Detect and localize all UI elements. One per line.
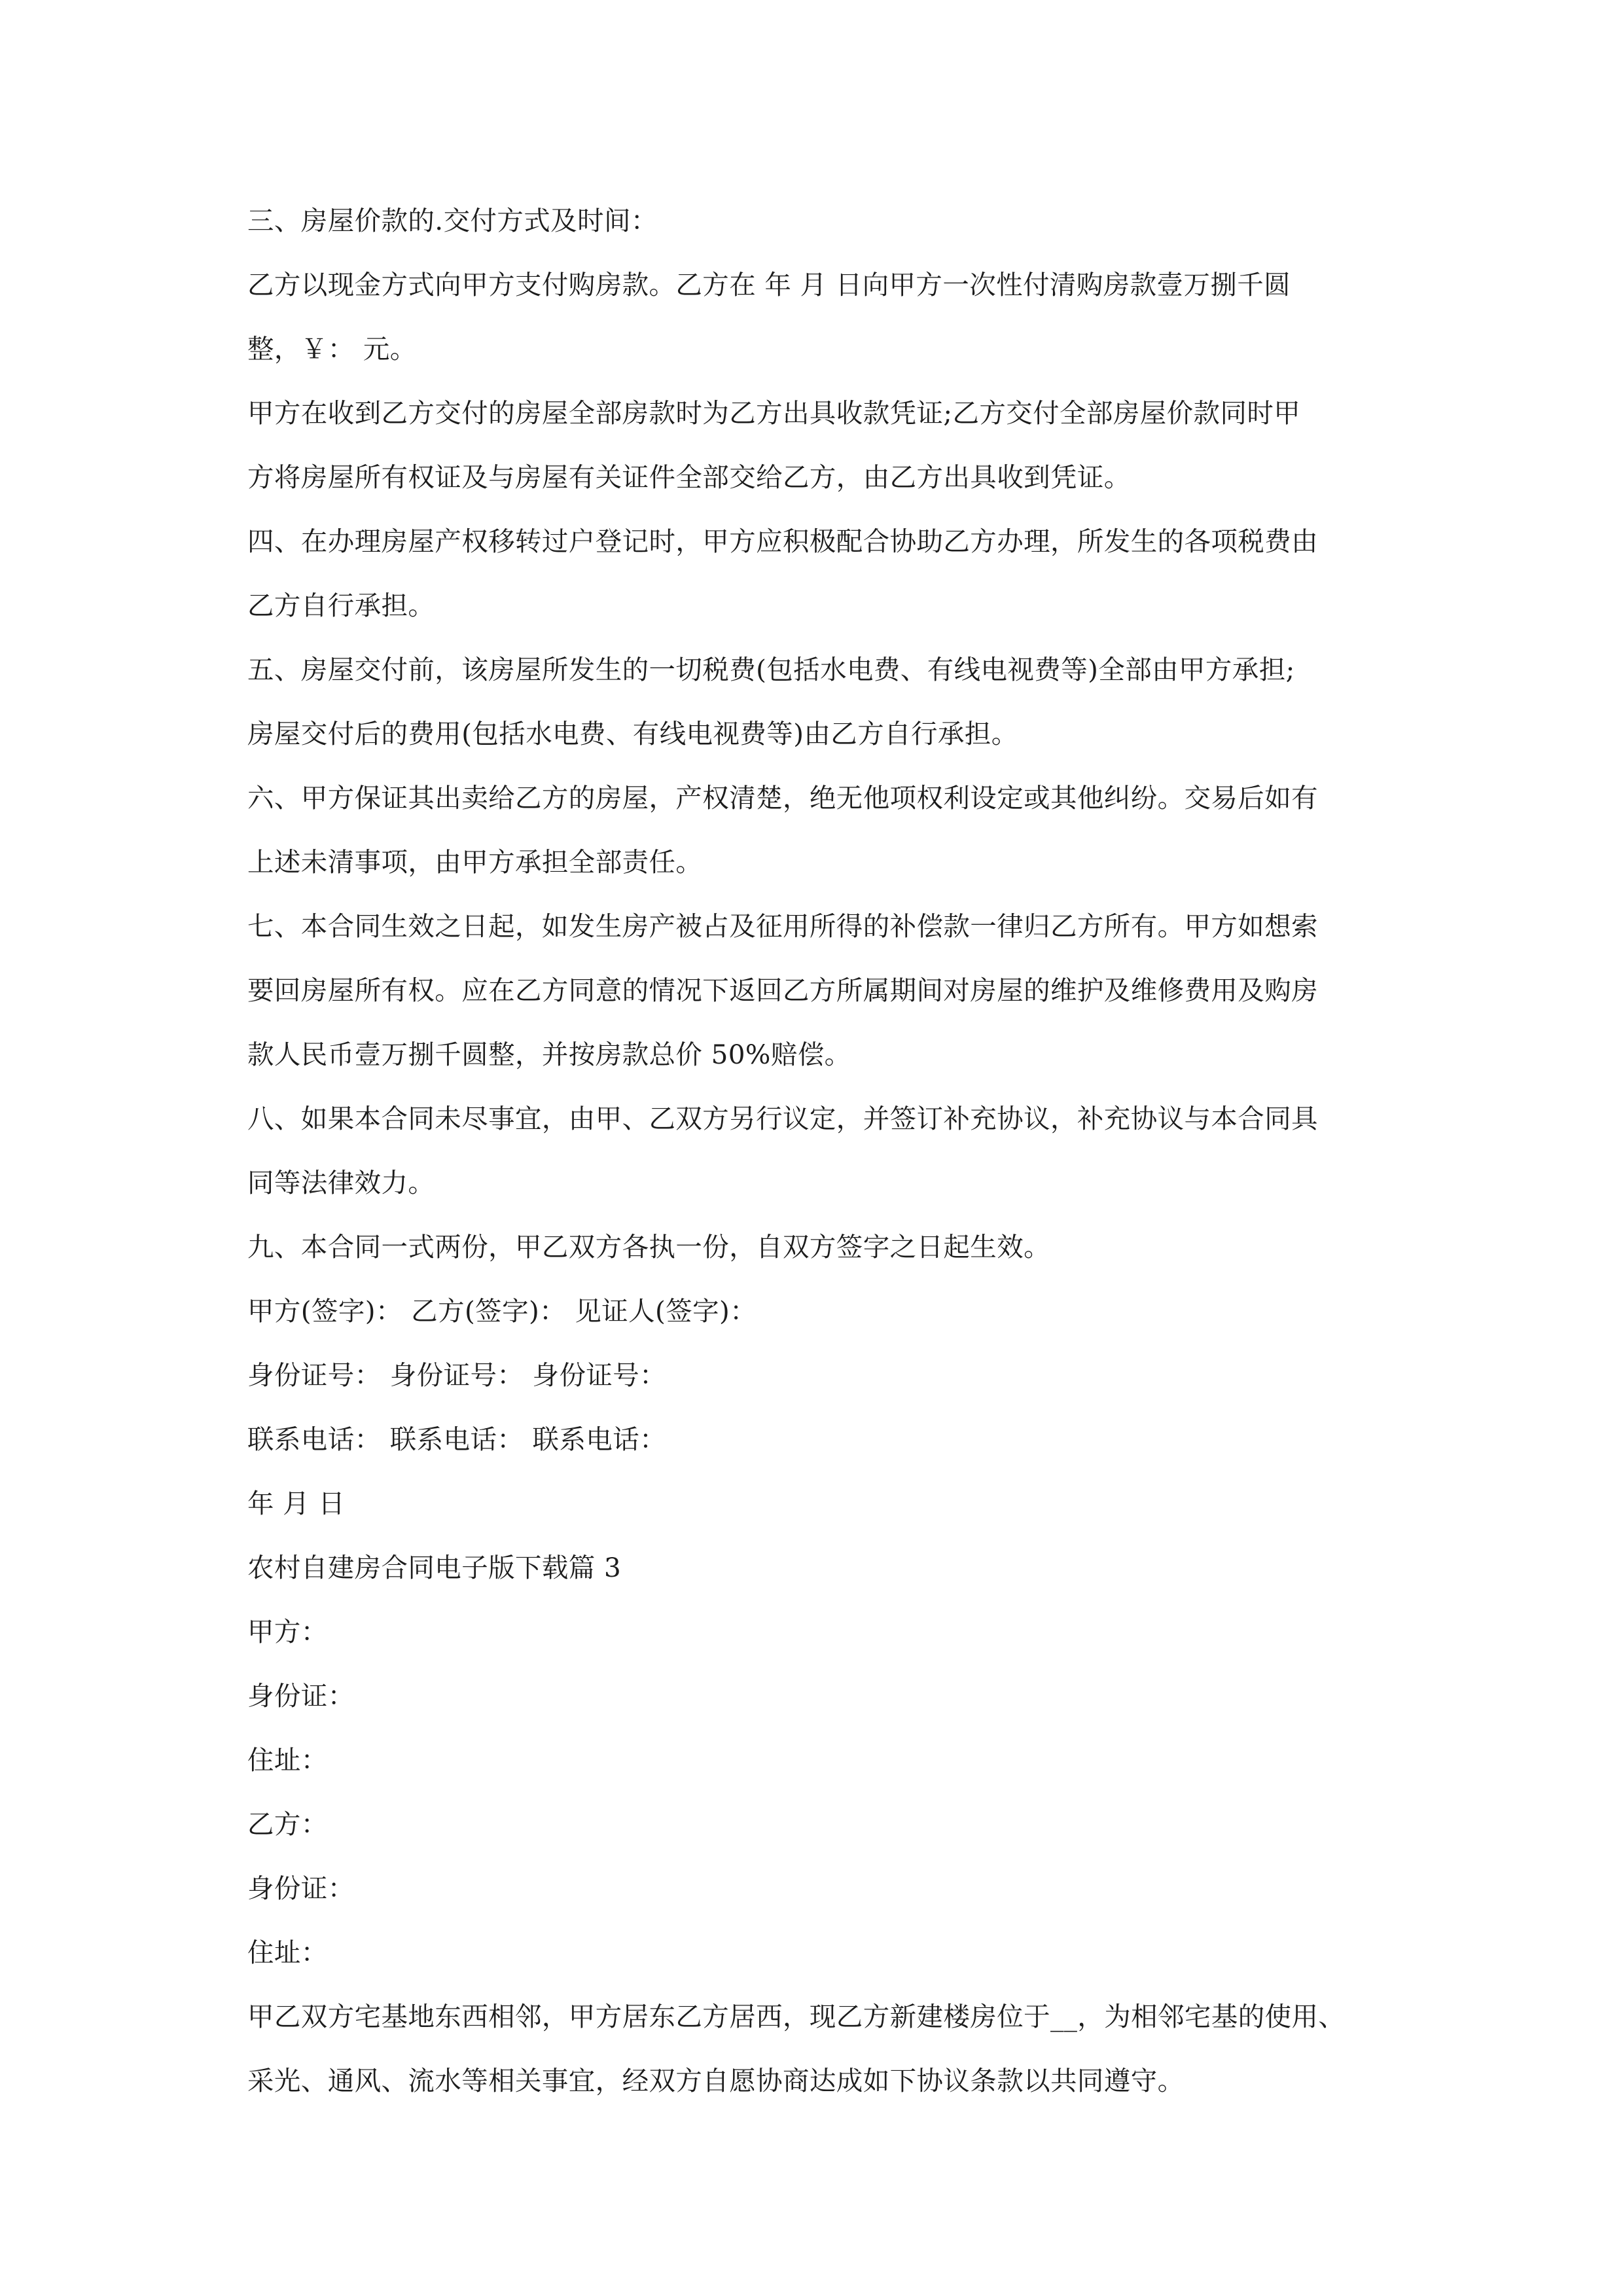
clause-7-line-1: 七、本合同生效之日起，如发生房产被占及征用所得的补偿款一律归乙方所有。甲方如想索 [247, 910, 1318, 942]
party-a-address-label: 住址： [247, 1744, 328, 1776]
section-title: 农村自建房合同电子版下载篇 3 [247, 1552, 622, 1583]
document-body [247, 188, 1386, 2113]
clause-5-line-1: 五、房屋交付前，该房屋所发生的一切税费(包括水电费、有线电视费等)全部由甲方承担; [247, 654, 1295, 685]
party-a-id-label: 身份证： [247, 1680, 355, 1712]
clause-3-heading: 三、房屋价款的.交付方式及时间： [247, 205, 658, 236]
party-b-label: 乙方： [247, 1808, 328, 1840]
date-row: 年 月 日 [247, 1488, 346, 1519]
clause-4-line-2: 乙方自行承担。 [247, 590, 435, 621]
id-number-row: 身份证号： 身份证号： 身份证号： [247, 1359, 667, 1391]
preamble-line-2: 采光、通风、流水等相关事宜，经双方自愿协商达成如下协议条款以共同遵守。 [247, 2065, 1185, 2096]
clause-7-line-2: 要回房屋所有权。应在乙方同意的情况下返回乙方所属期间对房屋的维护及维修费用及购房 [247, 975, 1318, 1006]
clause-3-payment-line-1: 乙方以现金方式向甲方支付购房款。乙方在 年 月 日向甲方一次性付清购房款壹万捌千圆 [247, 269, 1291, 300]
clause-5-line-2: 房屋交付后的费用(包括水电费、有线电视费等)由乙方自行承担。 [247, 718, 1018, 749]
clause-3-receipt-line-2: 方将房屋所有权证及与房屋有关证件全部交给乙方，由乙方出具收到凭证。 [247, 461, 1131, 493]
clause-8-line-1: 八、如果本合同未尽事宜，由甲、乙双方另行议定，并签订补充协议，补充协议与本合同具 [247, 1103, 1318, 1134]
clause-3-payment-line-2: 整，￥： 元。 [247, 333, 417, 365]
signature-row: 甲方(签字)： 乙方(签字)： 见证人(签字)： [247, 1295, 757, 1327]
clause-8-line-2: 同等法律效力。 [247, 1167, 435, 1198]
clause-7-line-3: 款人民币壹万捌千圆整，并按房款总价 50%赔偿。 [247, 1039, 851, 1070]
clause-9: 九、本合同一式两份，甲乙双方各执一份，自双方签字之日起生效。 [247, 1231, 1050, 1263]
clause-6-line-1: 六、甲方保证其出卖给乙方的房屋，产权清楚，绝无他项权利设定或其他纠纷。交易后如有 [247, 782, 1318, 814]
clause-4-line-1: 四、在办理房屋产权移转过户登记时，甲方应积极配合协助乙方办理，所发生的各项税费由 [247, 526, 1318, 557]
party-b-id-label: 身份证： [247, 1873, 355, 1904]
clause-3-receipt-line-1: 甲方在收到乙方交付的房屋全部房款时为乙方出具收款凭证;乙方交付全部房屋价款同时甲 [247, 397, 1301, 429]
party-a-label: 甲方： [247, 1616, 328, 1647]
phone-row: 联系电话： 联系电话： 联系电话： [247, 1424, 667, 1455]
party-b-address-label: 住址： [247, 1937, 328, 1968]
preamble-line-1: 甲乙双方宅基地东西相邻，甲方居东乙方居西，现乙方新建楼房位于__，为相邻宅基的使用、 [247, 2001, 1346, 2032]
clause-6-line-2: 上述未清事项，由甲方承担全部责任。 [247, 846, 703, 878]
